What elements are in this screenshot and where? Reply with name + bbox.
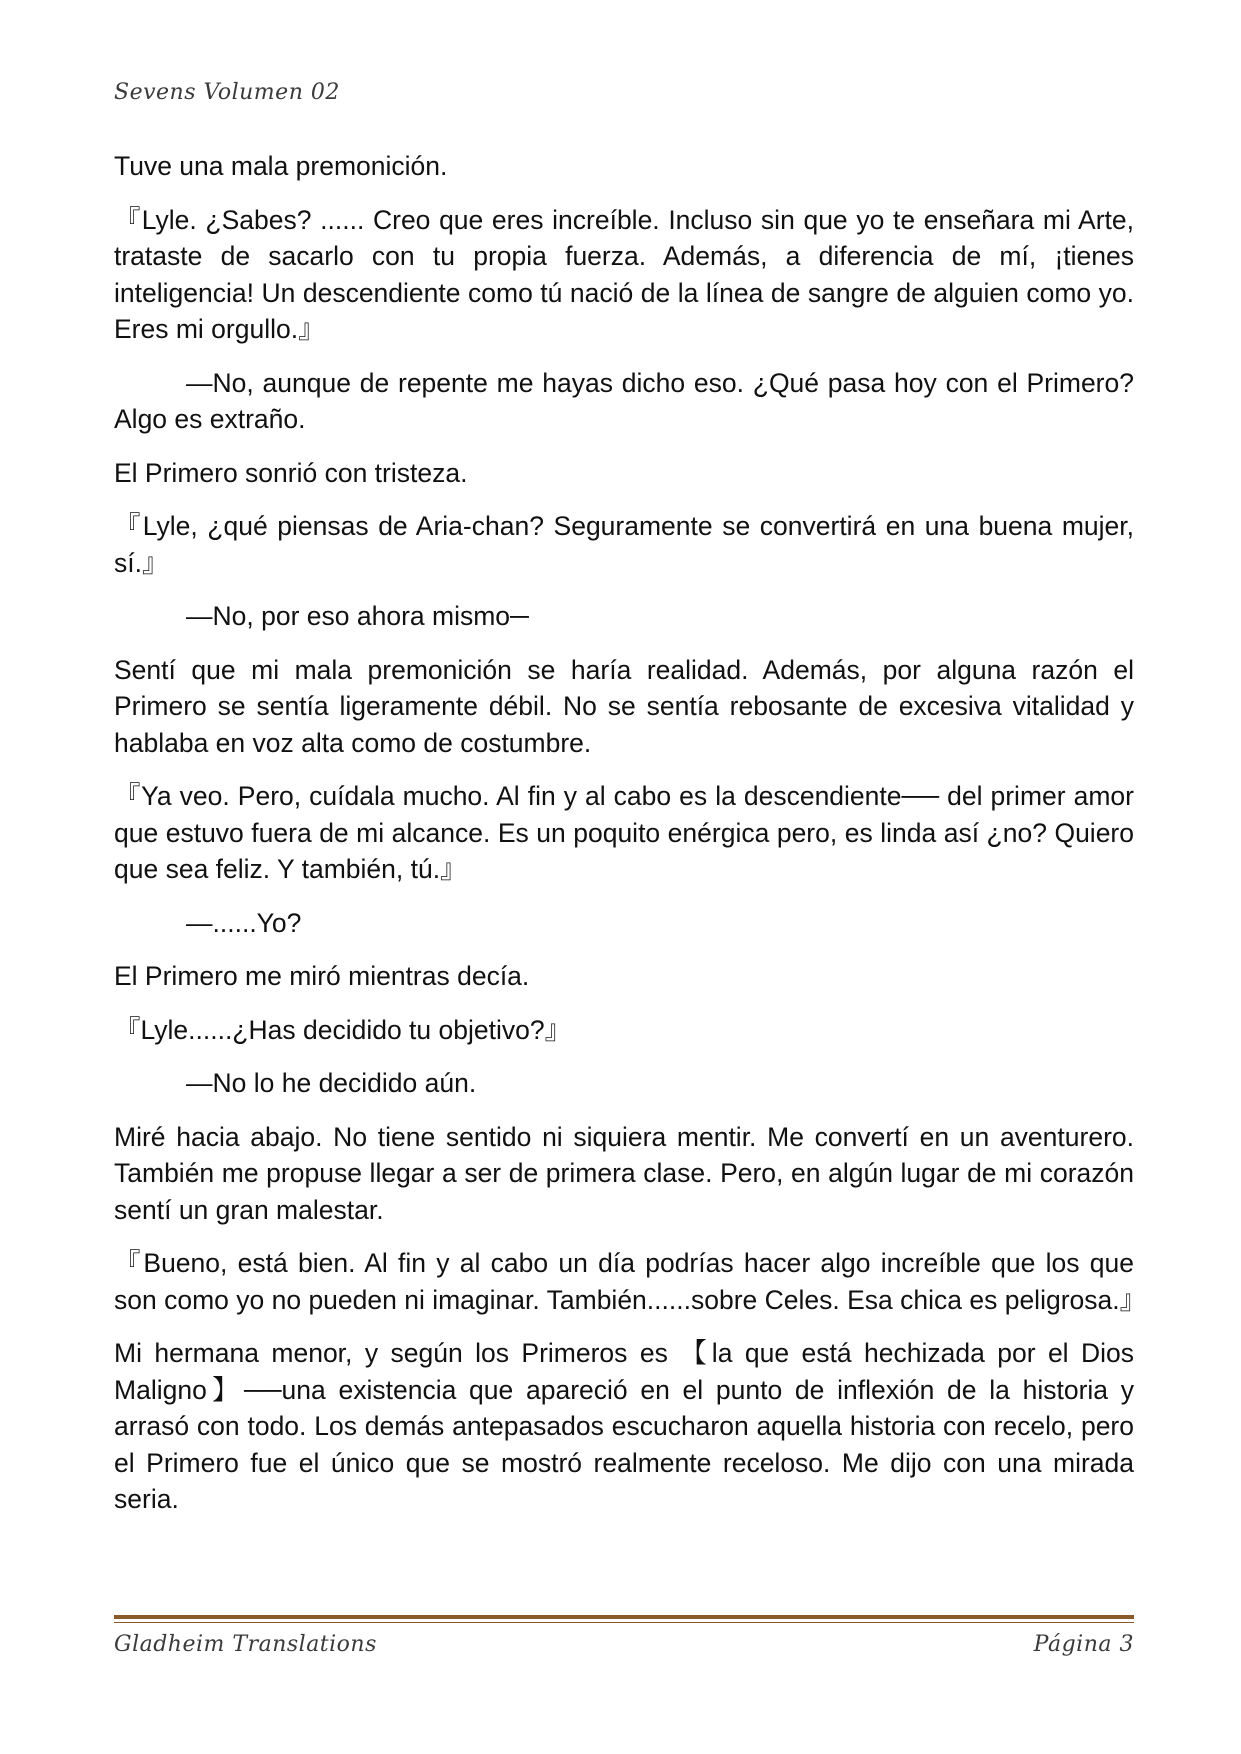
paragraph: 『Lyle, ¿qué piensas de Aria-chan? Seguramente se convertirá en una buena mujer, sí.』 xyxy=(114,511,1134,578)
page-footer xyxy=(114,1632,1134,1657)
paragraph: El Primero sonrió con tristeza. xyxy=(114,457,468,488)
footer-divider xyxy=(114,1615,1134,1623)
paragraph: —No, aunque de repente me hayas dicho eso. ¿Qué pasa hoy con el Primero? Algo es extraño. xyxy=(114,367,1134,434)
footer-publisher: Gladheim Translations xyxy=(114,1632,377,1657)
paragraph: Sentí que mi mala premonición se haría realidad. Además, por alguna razón el Primero se sentía ligeramente débil. No se sentía rebosante de excesiva vitalidad y hablaba en voz alta como de costumbre. xyxy=(114,654,1134,758)
paragraph: —No, por eso ahora mismo─ xyxy=(186,601,529,631)
paragraph: —No lo he decidido aún. xyxy=(186,1068,477,1098)
paragraph: El Primero me miró mientras decía. xyxy=(114,961,530,991)
body-text xyxy=(114,148,1147,1535)
paragraph: Tuve una mala premonición. xyxy=(114,151,448,181)
running-header: Sevens Volumen 02 xyxy=(114,80,340,105)
paragraph: 『Ya veo. Pero, cuídala mucho. Al fin y al cabo es la descendiente── del primer amor que estuvo fuera de mi alcance. Es un poquito enérgica pero, es linda así ¿no? Quiero que sea feliz. Y también, tú.』 xyxy=(114,781,1134,884)
paragraph: 『Lyle. ¿Sabes? ...... Creo que eres increíble. Incluso sin que yo te enseñara mi Arte, trataste de sacarlo con tu propia fuerza. Además, a diferencia de mí, ¡tienes inteligencia! Un descendiente como tú nació de la línea de sangre de alguien como yo. Eres mi orgullo.』 xyxy=(114,204,1134,344)
paragraph: —......Yo? xyxy=(186,907,302,938)
page-number: Página 3 xyxy=(1033,1632,1134,1657)
paragraph: 『Lyle......¿Has decidido tu objetivo?』 xyxy=(114,1014,572,1045)
footer-divider-thin xyxy=(114,1622,1134,1623)
paragraph: Mi hermana menor, y según los Primeros es 【la que está hechizada por el Dios Maligno】──una existencia que apareció en el punto de inflexión de la historia y arrasó con todo. Los demás antepasados escucharon aquella historia con recelo, pero el Primero fue el único que se mostró realmente receloso. Me dijo con una mirada seria. xyxy=(114,1338,1134,1514)
paragraph: Miré hacia abajo. No tiene sentido ni siquiera mentir. Me convertí en un aventurero. También me propuse llegar a ser de primera clase. Pero, en algún lugar de mi corazón sentí un gran malestar. xyxy=(114,1121,1134,1225)
paragraph: 『Bueno, está bien. Al fin y al cabo un día podrías hacer algo increíble que los que son como yo no pueden ni imaginar. También......sobre Celes. Esa chica es peligrosa.』 xyxy=(114,1248,1147,1315)
footer-divider-thick xyxy=(114,1615,1134,1619)
